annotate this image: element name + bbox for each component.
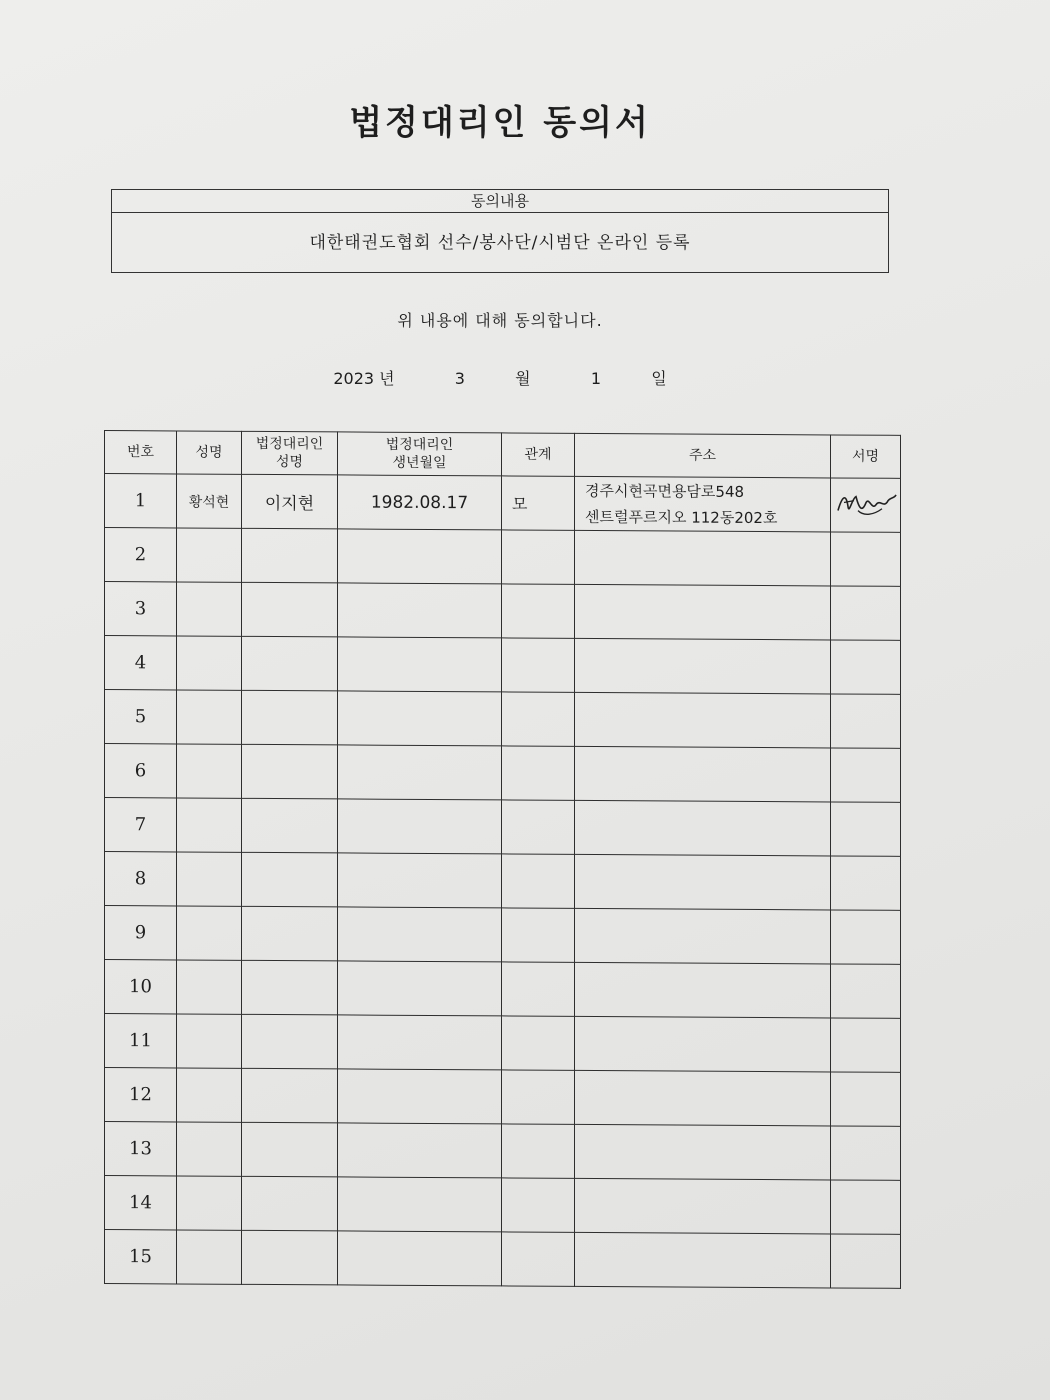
cell-guardian-name [242,798,338,853]
cell-address [575,962,831,1018]
cell-relation [502,530,575,584]
cell-guardian-name [242,690,338,745]
cell-guardian-name [242,582,338,637]
cell-guardian-birth: 1982.08.17 [338,475,502,530]
cell-number: 4 [105,636,177,690]
cell-guardian-name: 이지현 [242,474,338,529]
cell-relation [502,638,575,692]
cell-signature [831,1234,901,1288]
cell-guardian-name [242,852,338,907]
cell-relation: 모 [502,476,575,530]
cell-number: 10 [105,960,177,1014]
cell-guardian-name [242,1014,338,1069]
cell-guardian-birth [338,1069,502,1124]
cell-number: 11 [105,1014,177,1068]
cell-address [575,1232,831,1288]
cell-relation [502,908,575,962]
cell-name [177,1122,242,1176]
table-row [105,852,901,911]
cell-address [575,1016,831,1072]
cell-signature [831,640,901,694]
date-day-unit: 일 [651,369,667,388]
cell-guardian-birth [338,853,502,908]
table-row [105,1176,901,1235]
consent-body: 대한태권도협회 선수/봉사단/시범단 온라인 등록 [309,233,691,253]
cell-signature [831,748,901,802]
cell-guardian-birth [338,799,502,854]
cell-name: 황석현 [177,474,242,528]
table-row [105,528,901,587]
cell-relation [502,746,575,800]
cell-signature [831,964,901,1018]
table-row [105,744,901,803]
table-row [105,690,901,749]
cell-number: 2 [105,528,177,582]
header-signature: 서명 [831,435,901,478]
table-row [105,1230,901,1289]
cell-address [575,1070,831,1126]
table-row [105,1068,901,1127]
cell-guardian-name [242,1176,338,1231]
cell-relation [502,1070,575,1124]
handwritten-signature [834,488,898,522]
cell-signature [831,694,901,748]
cell-name [177,582,242,636]
header-guardian-name [242,431,338,475]
cell-signature [831,1072,901,1126]
cell-relation [502,962,575,1016]
cell-number: 6 [105,744,177,798]
cell-number: 5 [105,690,177,744]
cell-name [177,1230,242,1284]
cell-signature [831,532,901,586]
cell-guardian-name [242,528,338,583]
table-row [105,1014,901,1073]
cell-address [575,638,831,694]
cell-guardian-name [242,960,338,1015]
cell-address [575,800,831,856]
cell-number: 7 [105,798,177,852]
cell-address [575,854,831,910]
header-guardian-birth-line2: 생년월일 [392,454,447,472]
header-name: 성명 [177,431,242,474]
cell-number: 13 [105,1122,177,1176]
date-year: 2023 [333,369,375,388]
cell-name [177,798,242,852]
cell-guardian-birth [338,637,502,692]
agreement-text: 위 내용에 대해 동의합니다. [397,311,603,330]
cell-guardian-name [242,636,338,691]
address-line2: 센트럴푸르지오 112동202호 [585,507,778,527]
cell-relation [502,692,575,746]
cell-relation [502,854,575,908]
table-row [105,1122,901,1181]
cell-guardian-birth [338,529,502,584]
cell-signature [831,910,901,964]
cell-signature [831,586,901,640]
cell-guardian-birth [338,961,502,1016]
cell-number: 12 [105,1068,177,1122]
cell-address [575,746,831,802]
cell-signature [831,1018,901,1072]
header-guardian-birth-line1: 법정대리인 [385,436,454,454]
cell-number: 9 [105,906,177,960]
cell-guardian-name [242,906,338,961]
cell-address [575,692,831,748]
date-day: 1 [590,369,602,388]
cell-guardian-name [242,1230,338,1285]
table-row [105,636,901,695]
cell-number: 14 [105,1176,177,1230]
cell-relation [502,1124,575,1178]
cell-address [575,584,831,640]
cell-name [177,1068,242,1122]
date-month-unit: 월 [515,369,531,388]
cell-guardian-birth [338,1123,502,1178]
header-address: 주소 [575,433,831,478]
header-relation: 관계 [502,433,575,476]
document-title: 법정대리인 동의서 [349,103,651,143]
cell-number: 3 [105,582,177,636]
cell-guardian-birth [338,907,502,962]
cell-guardian-birth [338,1177,502,1232]
cell-signature [831,478,901,532]
cell-signature [831,856,901,910]
consent-box [111,189,889,273]
date-year-unit: 년 [379,369,395,388]
address-line1: 경주시현곡면용담로548 [585,481,745,501]
cell-relation [502,1016,575,1070]
cell-signature [831,802,901,856]
cell-address [575,530,831,586]
table-row [105,474,901,533]
cell-guardian-name [242,1068,338,1123]
cell-name [177,636,242,690]
cell-signature [831,1180,901,1234]
header-guardian-name-line1: 법정대리인 [255,435,324,453]
cell-guardian-birth [338,583,502,638]
table-row [105,960,901,1019]
cell-number: 1 [105,474,177,528]
cell-address [575,908,831,964]
cell-name [177,1014,242,1068]
header-guardian-birth [338,432,502,476]
table-row [105,906,901,965]
cell-guardian-birth [338,691,502,746]
table-header-row [105,431,901,479]
cell-name [177,1176,242,1230]
consent-date [0,366,1000,389]
date-month: 3 [454,369,465,388]
cell-relation [502,584,575,638]
cell-guardian-name [242,744,338,799]
consent-header: 동의내용 [112,190,888,213]
cell-number: 8 [105,852,177,906]
cell-guardian-name [242,1122,338,1177]
header-guardian-name-line2: 성명 [275,454,304,471]
cell-name [177,744,242,798]
cell-guardian-birth [338,1015,502,1070]
cell-name [177,528,242,582]
cell-signature [831,1126,901,1180]
table-row [105,582,901,641]
cell-relation [502,1178,575,1232]
table-body [105,474,901,1289]
cell-address [575,476,831,532]
cell-name [177,852,242,906]
table-row [105,798,901,857]
cell-relation [502,1232,575,1286]
cell-name [177,960,242,1014]
cell-relation [502,800,575,854]
cell-address [575,1178,831,1234]
guardian-table [104,430,901,1289]
cell-name [177,906,242,960]
cell-address [575,1124,831,1180]
cell-guardian-birth [338,1231,502,1286]
header-number: 번호 [105,431,177,474]
cell-guardian-birth [338,745,502,800]
cell-name [177,690,242,744]
cell-number: 15 [105,1230,177,1284]
